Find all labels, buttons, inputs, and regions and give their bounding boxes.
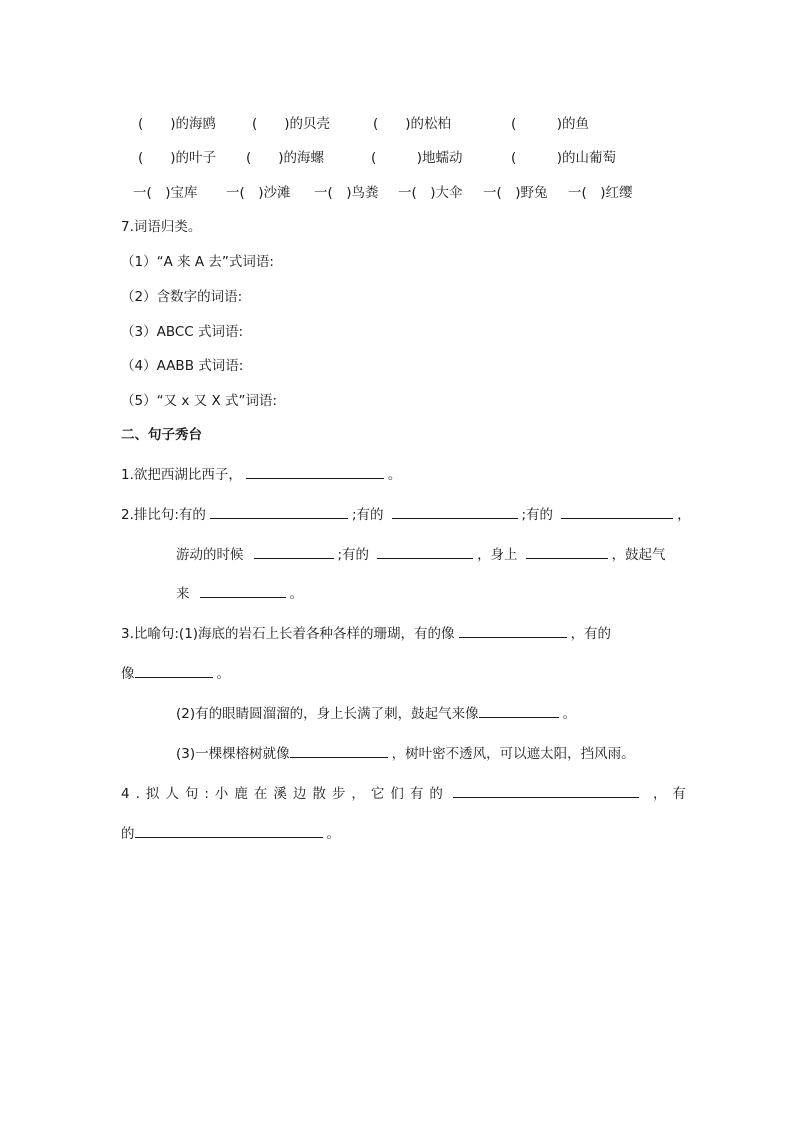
- text: 的: [121, 826, 135, 842]
- answer-blank[interactable]: [254, 545, 334, 560]
- sentence-1-prefix: 1.欲把西湖比西子，: [121, 467, 242, 483]
- section-2-title: 二、句子秀台: [121, 427, 202, 443]
- answer-blank[interactable]: [200, 584, 286, 599]
- sentence-3-line-1: [121, 622, 611, 642]
- text: 3.比喻句:(1)海底的岩石上长着各种各样的珊瑚，有的像: [121, 626, 455, 642]
- answer-blank[interactable]: [459, 624, 567, 639]
- sentence-3-sub-2: [176, 702, 576, 722]
- text: ，有的: [570, 626, 612, 642]
- text: ，有: [652, 786, 692, 802]
- text: 。: [289, 586, 303, 602]
- fill-item: 一( )沙滩: [226, 185, 291, 201]
- answer-blank[interactable]: [453, 784, 639, 799]
- text: (3)一棵棵榕树就像: [176, 746, 290, 762]
- fill-item: ( )的松柏: [373, 116, 452, 132]
- q7-item-5: （5）“又 x 又 X 式”词语:: [121, 393, 278, 409]
- text: ;有的: [337, 547, 370, 563]
- text: 2.排比句:有的: [121, 507, 206, 523]
- text: 像: [121, 666, 135, 682]
- q7-item-3: （3）ABCC 式词语:: [121, 324, 244, 340]
- text: 4.拟人句:小鹿在溪边散步，它们有的: [121, 786, 449, 802]
- answer-blank[interactable]: [290, 744, 388, 759]
- q7-item-1: （1）“A 来 A 去”式词语:: [121, 254, 274, 270]
- sentence-2-line-1: [121, 503, 691, 523]
- fill-item: 一( )大伞: [398, 185, 463, 201]
- text: 。: [216, 666, 230, 682]
- fill-item: ( )的鱼: [511, 116, 590, 132]
- answer-blank[interactable]: [526, 545, 608, 560]
- q7-item-2: （2）含数字的词语:: [121, 289, 243, 305]
- text: ;有的: [351, 507, 384, 523]
- fill-item: ( )的贝壳: [252, 116, 331, 132]
- answer-blank[interactable]: [377, 545, 473, 560]
- punctuation: 。: [387, 467, 402, 483]
- answer-blank[interactable]: [210, 505, 348, 520]
- fill-item: ( )的叶子: [138, 150, 217, 166]
- fill-item: ( )的山葡萄: [511, 150, 617, 166]
- text: 来: [176, 586, 190, 602]
- sentence-3-line-2: [121, 662, 230, 682]
- text: (2)有的眼睛圆溜溜的，身上长满了刺，鼓起气来像: [176, 706, 479, 722]
- sentence-3-sub-3: [176, 742, 635, 762]
- fill-item: 一( )鸟粪: [314, 185, 379, 201]
- sentence-1: [121, 463, 401, 483]
- fill-item: 一( )红缨: [568, 185, 633, 201]
- sentence-2-line-3: [176, 582, 303, 602]
- fill-item: ( )的海鸥: [138, 116, 217, 132]
- text: ，鼓起气: [611, 547, 666, 563]
- question-7-title: 7.词语归类。: [121, 219, 202, 235]
- answer-blank[interactable]: [479, 704, 559, 719]
- text: ，树叶密不透风，可以遮太阳，挡风雨。: [391, 746, 635, 762]
- text: ，: [677, 507, 691, 523]
- sentence-4-line-2: [121, 822, 340, 842]
- fill-item: 一( )野兔: [483, 185, 548, 201]
- answer-blank[interactable]: [561, 505, 673, 520]
- sentence-2-line-2: [176, 543, 666, 563]
- fill-item: ( )地蠕动: [371, 150, 463, 166]
- answer-blank[interactable]: [392, 505, 518, 520]
- q7-item-4: （4）AABB 式词语:: [121, 358, 244, 374]
- text: 。: [562, 706, 577, 722]
- text: 。: [326, 826, 340, 842]
- sentence-4-line-1: [121, 782, 692, 802]
- text: ，身上: [477, 547, 518, 563]
- text: ;有的: [521, 507, 554, 523]
- answer-blank[interactable]: [135, 824, 323, 839]
- fill-item: 一( )宝库: [133, 185, 198, 201]
- answer-blank[interactable]: [246, 465, 384, 480]
- answer-blank[interactable]: [135, 664, 213, 679]
- fill-item: ( )的海螺: [246, 150, 325, 166]
- text: 游动的时候: [176, 547, 244, 563]
